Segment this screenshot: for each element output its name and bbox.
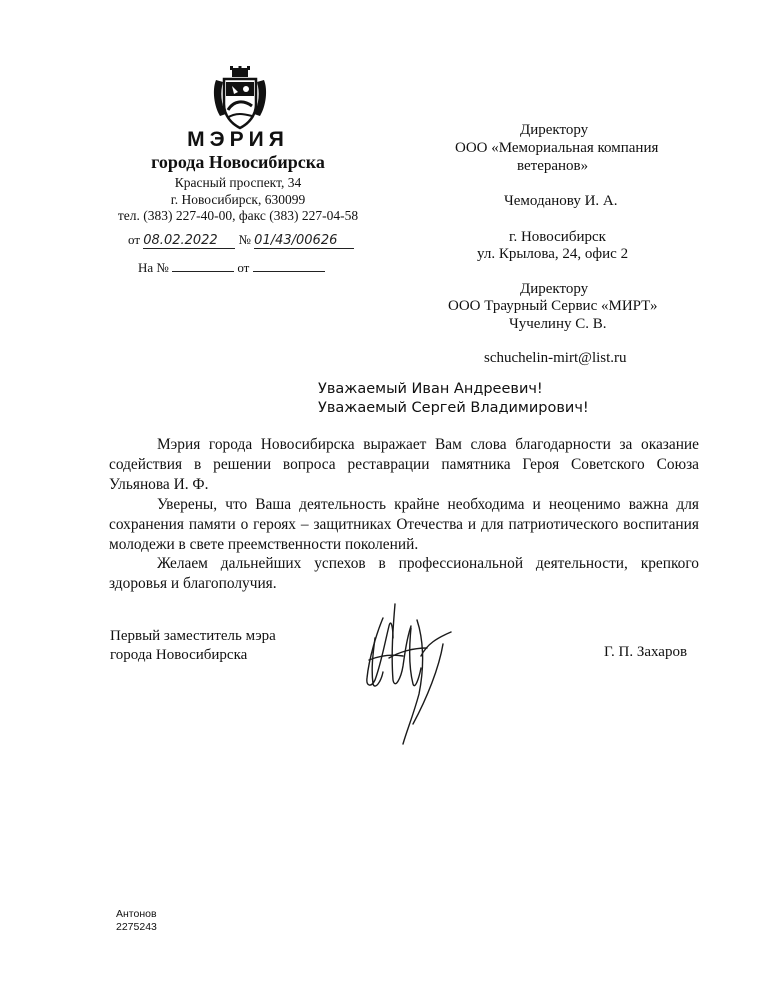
signatory-position-line2: города Новосибирска xyxy=(110,647,248,663)
org-city: города Новосибирска xyxy=(151,152,325,172)
recipient1-name: Чемоданову И. А. xyxy=(504,193,618,209)
recipient2-org: ООО Траурный Сервис «МИРТ» xyxy=(448,298,658,314)
ref-number-blank xyxy=(172,258,234,272)
registration-date: 08.02.2022 xyxy=(143,233,235,249)
body-paragraph-1: Мэрия города Новосибирска выражает Вам слова благодарности за оказание содействия в решении вопроса реставрации памятника Героя Советского Союза Ульянова И. Ф. xyxy=(109,436,699,493)
ref-label: На № xyxy=(138,260,169,275)
executor-name: Антонов xyxy=(116,908,157,920)
registration-line xyxy=(128,232,354,249)
body-paragraph-3: Желаем дальнейших успехов в профессиональной деятельности, крепкого здоровья и благополучия. xyxy=(109,555,699,592)
address-line: Красный проспект, 34 xyxy=(174,175,302,190)
recipient1-org-line2: ветеранов» xyxy=(517,158,589,174)
ref-date-blank xyxy=(253,258,325,272)
recipient2-title: Директору xyxy=(520,281,589,297)
recipient1-address: ул. Крылова, 24, офис 2 xyxy=(477,246,629,262)
registration-number: 01/43/00626 xyxy=(254,233,354,249)
executor-phone: 2275243 xyxy=(116,921,157,933)
salutation-line1: Уважаемый Иван Андреевич! xyxy=(318,381,543,397)
from-label: от xyxy=(128,232,141,247)
ref-from-label: от xyxy=(237,260,250,275)
address-city-line: г. Новосибирск, 630099 xyxy=(170,192,306,207)
number-label: № xyxy=(238,232,251,247)
recipient-email: schuchelin-mirt@list.ru xyxy=(484,350,627,366)
recipient1-city: г. Новосибирск xyxy=(509,229,606,245)
recipient1-org-line1: ООО «Мемориальная компания xyxy=(455,140,659,156)
signatory-position-line1: Первый заместитель мэра xyxy=(110,628,276,644)
coat-of-arms-emblem xyxy=(212,66,268,132)
signatory-name: Г. П. Захаров xyxy=(604,644,688,660)
recipient2-name: Чучелину С. В. xyxy=(509,316,607,332)
reference-line xyxy=(138,258,325,276)
phone-line: тел. (383) 227-40-00, факс (383) 227-04-58 xyxy=(117,208,359,223)
body-paragraph-2: Уверены, что Ваша деятельность крайне необходима и неоценимо важна для сохранения памяти о героях – защитниках Отечества и для патриотического воспитания молодежи в свете преемственности поколений. xyxy=(109,496,699,553)
recipient1-title: Директору xyxy=(520,122,589,138)
handwritten-signature xyxy=(355,598,475,746)
org-name: МЭРИЯ xyxy=(187,128,289,151)
salutation-line2: Уважаемый Сергей Владимирович! xyxy=(318,400,589,416)
